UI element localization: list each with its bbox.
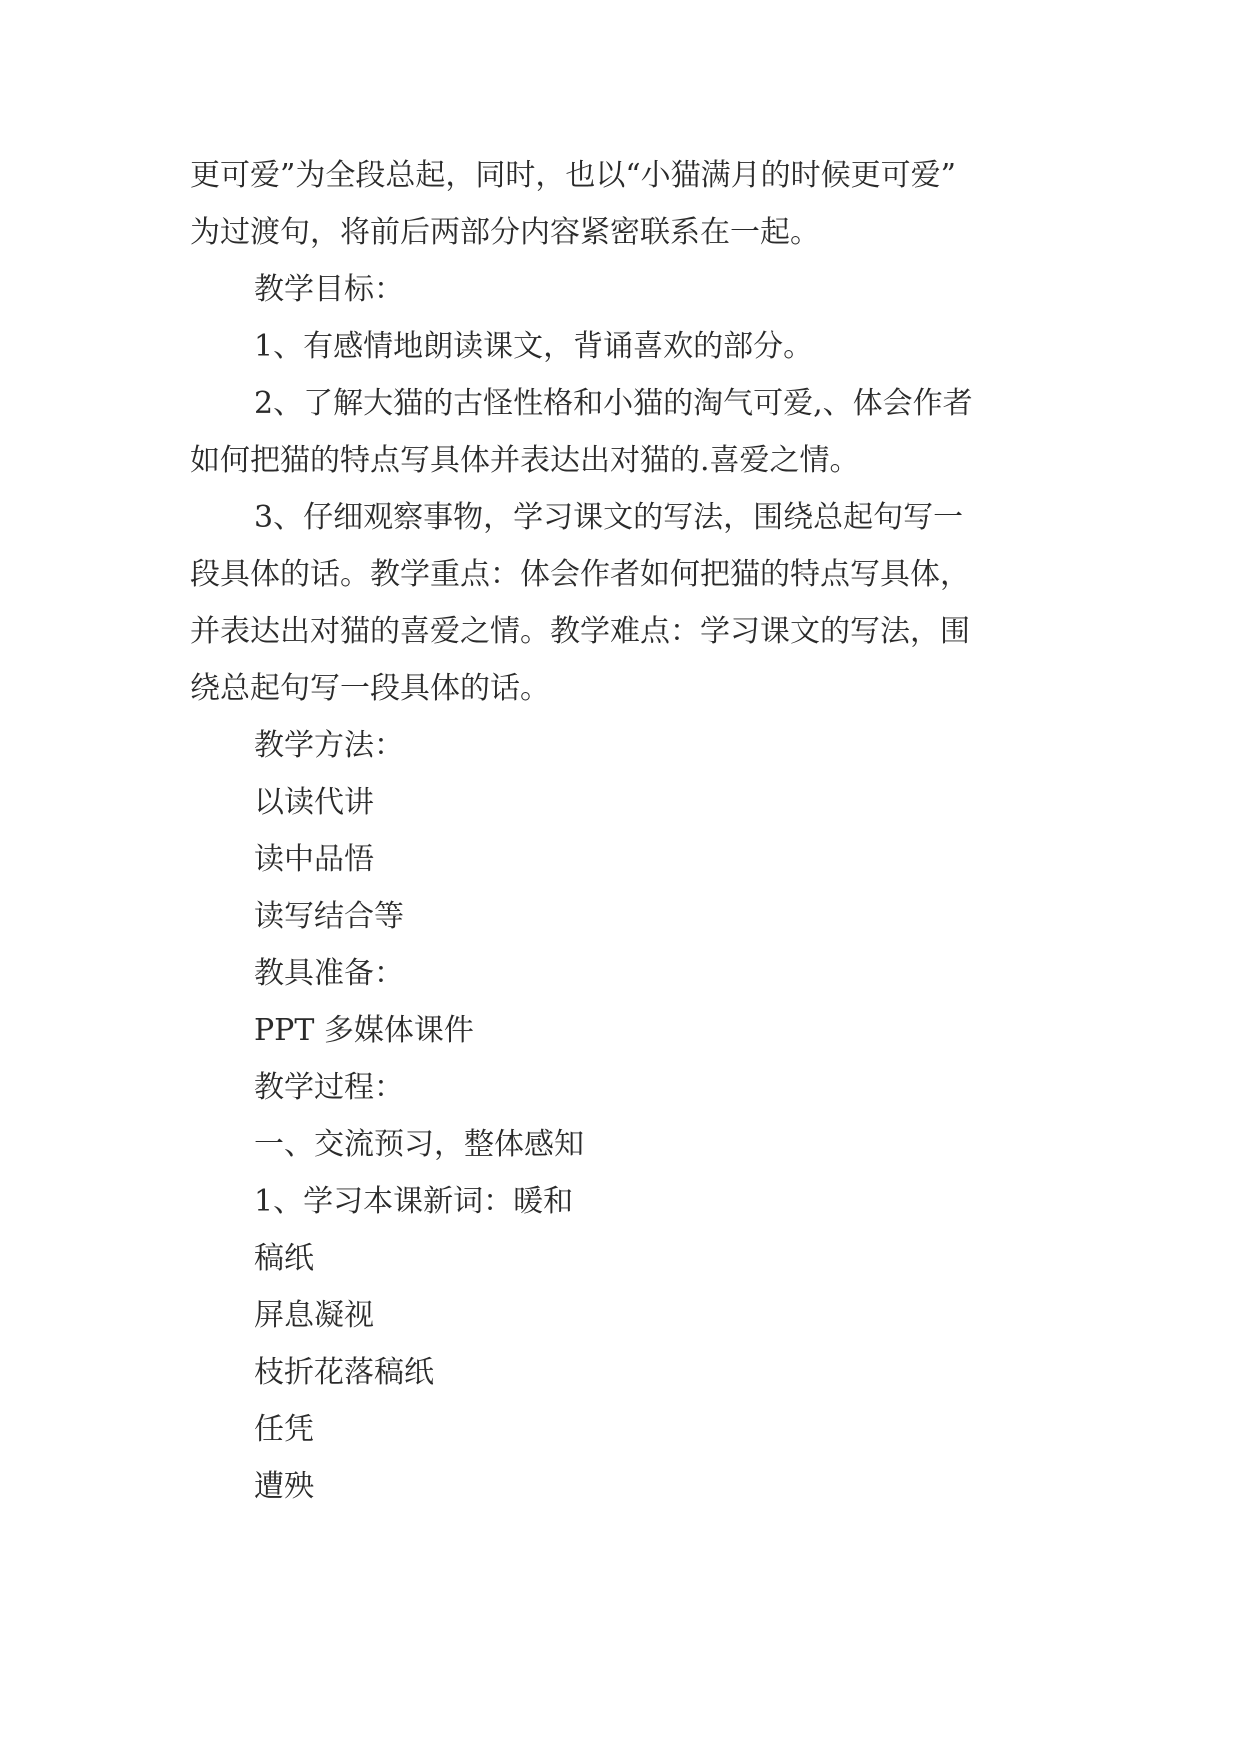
list-item: 以读代讲 xyxy=(254,785,374,820)
body-text-line: 如何把猫的特点写具体并表达出对猫的.喜爱之情。 xyxy=(190,443,860,478)
list-item: 3、仔细观察事物，学习课文的写法，围绕总起句写一 xyxy=(254,500,964,535)
vocab-item: 枝折花落稿纸 xyxy=(254,1355,434,1390)
section-heading: 教学方法： xyxy=(254,728,404,763)
list-item: 1、有感情地朗读课文，背诵喜欢的部分。 xyxy=(254,329,814,364)
list-item: 读中品悟 xyxy=(254,842,374,877)
list-item: 2、了解大猫的古怪性格和小猫的淘气可爱,、体会作者 xyxy=(254,386,973,421)
section-heading: 教具准备： xyxy=(254,956,404,991)
body-text-line: 更可爱”为全段总起，同时，也以“小猫满月的时候更可爱” xyxy=(190,158,957,193)
vocab-item: 任凭 xyxy=(254,1412,314,1447)
list-item: 1、学习本课新词：暖和 xyxy=(254,1184,574,1219)
subsection-heading: 一、交流预习，整体感知 xyxy=(254,1127,584,1162)
list-item: PPT 多媒体课件 xyxy=(254,1013,474,1048)
body-text-line: 并表达出对猫的喜爱之情。教学难点：学习课文的写法，围 xyxy=(190,614,970,649)
section-heading: 教学目标： xyxy=(254,272,404,307)
section-heading: 教学过程： xyxy=(254,1070,404,1105)
vocab-item: 稿纸 xyxy=(254,1241,314,1276)
body-text-line: 段具体的话。教学重点：体会作者如何把猫的特点写具体， xyxy=(190,557,970,592)
body-text-line: 为过渡句，将前后两部分内容紧密联系在一起。 xyxy=(190,215,820,250)
vocab-item: 遭殃 xyxy=(254,1469,314,1504)
vocab-item: 屏息凝视 xyxy=(254,1298,374,1333)
list-item: 读写结合等 xyxy=(254,899,404,934)
body-text-line: 绕总起句写一段具体的话。 xyxy=(190,671,550,706)
